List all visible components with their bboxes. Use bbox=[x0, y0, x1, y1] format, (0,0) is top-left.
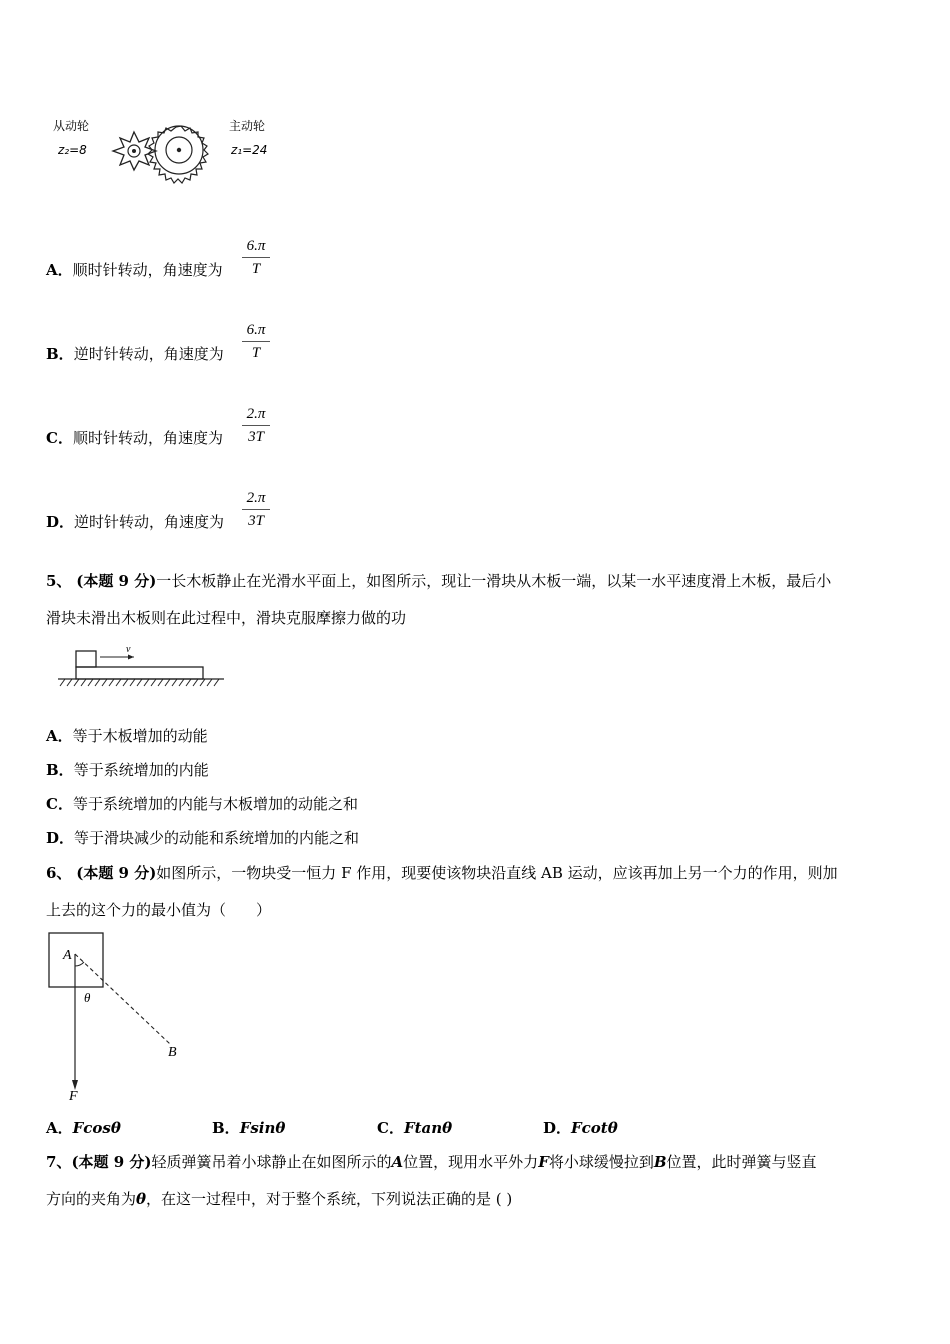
option-letter: C． bbox=[377, 1119, 404, 1137]
q5-option-c[interactable] bbox=[46, 794, 358, 814]
option-text: Fcosθ bbox=[72, 1119, 121, 1137]
option-letter: D． bbox=[46, 513, 75, 531]
option-letter: A． bbox=[46, 727, 73, 745]
q5-stem-line2: 滑块未滑出木板则在此过程中，滑块克服摩擦力做的功 bbox=[46, 609, 407, 627]
question-text: 将小球缓慢拉到 bbox=[548, 1153, 654, 1171]
q7-stem-line1 bbox=[46, 1152, 817, 1172]
q5-board-figure bbox=[56, 643, 226, 689]
driving-gear-teeth: z₁=24 bbox=[231, 143, 268, 157]
point-b: B bbox=[653, 1153, 667, 1171]
option-text: 逆时针转动，角速度为 bbox=[73, 345, 224, 363]
velocity-label: v bbox=[126, 644, 131, 655]
option-letter: B． bbox=[46, 345, 74, 363]
q6-option-b[interactable] bbox=[212, 1118, 285, 1138]
question-number: 7、 bbox=[46, 1153, 72, 1171]
gears-drawing bbox=[90, 100, 230, 200]
option-letter: B． bbox=[46, 761, 74, 779]
angle-theta-label: θ bbox=[84, 990, 91, 1005]
numerator: 6.π bbox=[246, 238, 266, 254]
option-text: Fcotθ bbox=[571, 1119, 618, 1137]
q4-option-a-fraction bbox=[242, 236, 270, 279]
denominator: 3T bbox=[248, 513, 264, 529]
option-text: 等于系统增加的内能与木板增加的动能之和 bbox=[72, 795, 358, 813]
q4-option-a[interactable] bbox=[46, 260, 223, 280]
option-letter: C． bbox=[46, 795, 73, 813]
q6-option-a[interactable] bbox=[46, 1118, 121, 1138]
question-tag: (本题 9 分) bbox=[71, 1153, 152, 1171]
question-text: 一长木板静止在光滑水平面上，如图所示，现让一滑块从木板一端，以某一水平速度滑上木板，最后小 bbox=[156, 572, 832, 590]
gear-figure bbox=[50, 100, 280, 200]
q5-option-b[interactable] bbox=[46, 760, 209, 780]
point-a-label: A bbox=[63, 948, 72, 963]
question-text: 位置，此时弹簧与竖直 bbox=[666, 1153, 817, 1171]
q6-stem-line1 bbox=[46, 863, 838, 883]
q4-option-b-fraction bbox=[242, 320, 270, 363]
question-tag: (本题 9 分) bbox=[76, 864, 157, 882]
option-text: 等于系统增加的内能 bbox=[73, 761, 209, 779]
driving-gear-label: 主动轮 bbox=[229, 119, 266, 133]
option-letter: A． bbox=[46, 261, 73, 279]
option-letter: D． bbox=[543, 1119, 572, 1137]
option-letter: B． bbox=[212, 1119, 240, 1137]
option-text: 逆时针转动，角速度为 bbox=[74, 513, 225, 531]
force-f-label: F bbox=[69, 1089, 78, 1102]
option-text: Fsinθ bbox=[239, 1119, 286, 1137]
force-f: F bbox=[538, 1153, 549, 1171]
q4-option-d-fraction bbox=[242, 488, 270, 531]
q6-force-figure bbox=[46, 930, 196, 1102]
q6-option-d[interactable] bbox=[543, 1118, 618, 1138]
point-a: A bbox=[391, 1153, 404, 1171]
denominator: 3T bbox=[248, 429, 264, 445]
q7-stem-line2 bbox=[46, 1189, 512, 1209]
driven-gear-label: 从动轮 bbox=[53, 119, 90, 133]
q5-option-a[interactable] bbox=[46, 726, 208, 746]
numerator: 6.π bbox=[246, 322, 266, 338]
question-text: 位置，现用水平外力 bbox=[403, 1153, 539, 1171]
numerator: 2.π bbox=[246, 406, 266, 422]
question-text: 如图所示，一物块受一恒力 F 作用，现要使该物块沿直线 AB 运动，应该再加上另一个力的作用，则加 bbox=[156, 864, 838, 882]
question-text: 轻质弹簧吊着小球静止在如图所示的 bbox=[151, 1153, 392, 1171]
driven-gear-teeth: z₂=8 bbox=[58, 143, 87, 157]
option-text: Ftanθ bbox=[403, 1119, 453, 1137]
q4-option-c-fraction bbox=[242, 404, 270, 447]
question-tag: (本题 9 分) bbox=[76, 572, 157, 590]
q4-option-c[interactable] bbox=[46, 428, 223, 448]
option-letter: D． bbox=[46, 829, 75, 847]
question-number: 5、 bbox=[46, 572, 72, 590]
option-text: 顺时针转动，角速度为 bbox=[72, 261, 223, 279]
q4-option-d[interactable] bbox=[46, 512, 224, 532]
question-text: ，在这一过程中，对于整个系统，下列说法正确的是 ( ) bbox=[146, 1190, 513, 1208]
angle-theta: θ bbox=[136, 1190, 147, 1208]
q6-option-c[interactable] bbox=[377, 1118, 452, 1138]
option-letter: C． bbox=[46, 429, 73, 447]
option-text: 等于木板增加的动能 bbox=[72, 727, 208, 745]
point-b-label: B bbox=[168, 1045, 177, 1060]
q4-option-b[interactable] bbox=[46, 344, 224, 364]
option-letter: A． bbox=[46, 1119, 73, 1137]
q5-option-d[interactable] bbox=[46, 828, 359, 848]
q6-stem-line2: 上去的这个力的最小值为（ ） bbox=[46, 901, 272, 919]
denominator: T bbox=[251, 345, 261, 361]
option-text: 等于滑块减少的动能和系统增加的内能之和 bbox=[74, 829, 360, 847]
denominator: T bbox=[251, 261, 261, 277]
question-number: 6、 bbox=[46, 864, 72, 882]
question-text: 方向的夹角为 bbox=[46, 1190, 137, 1208]
numerator: 2.π bbox=[246, 490, 266, 506]
q5-stem-line1 bbox=[46, 571, 831, 591]
option-text: 顺时针转动，角速度为 bbox=[72, 429, 223, 447]
